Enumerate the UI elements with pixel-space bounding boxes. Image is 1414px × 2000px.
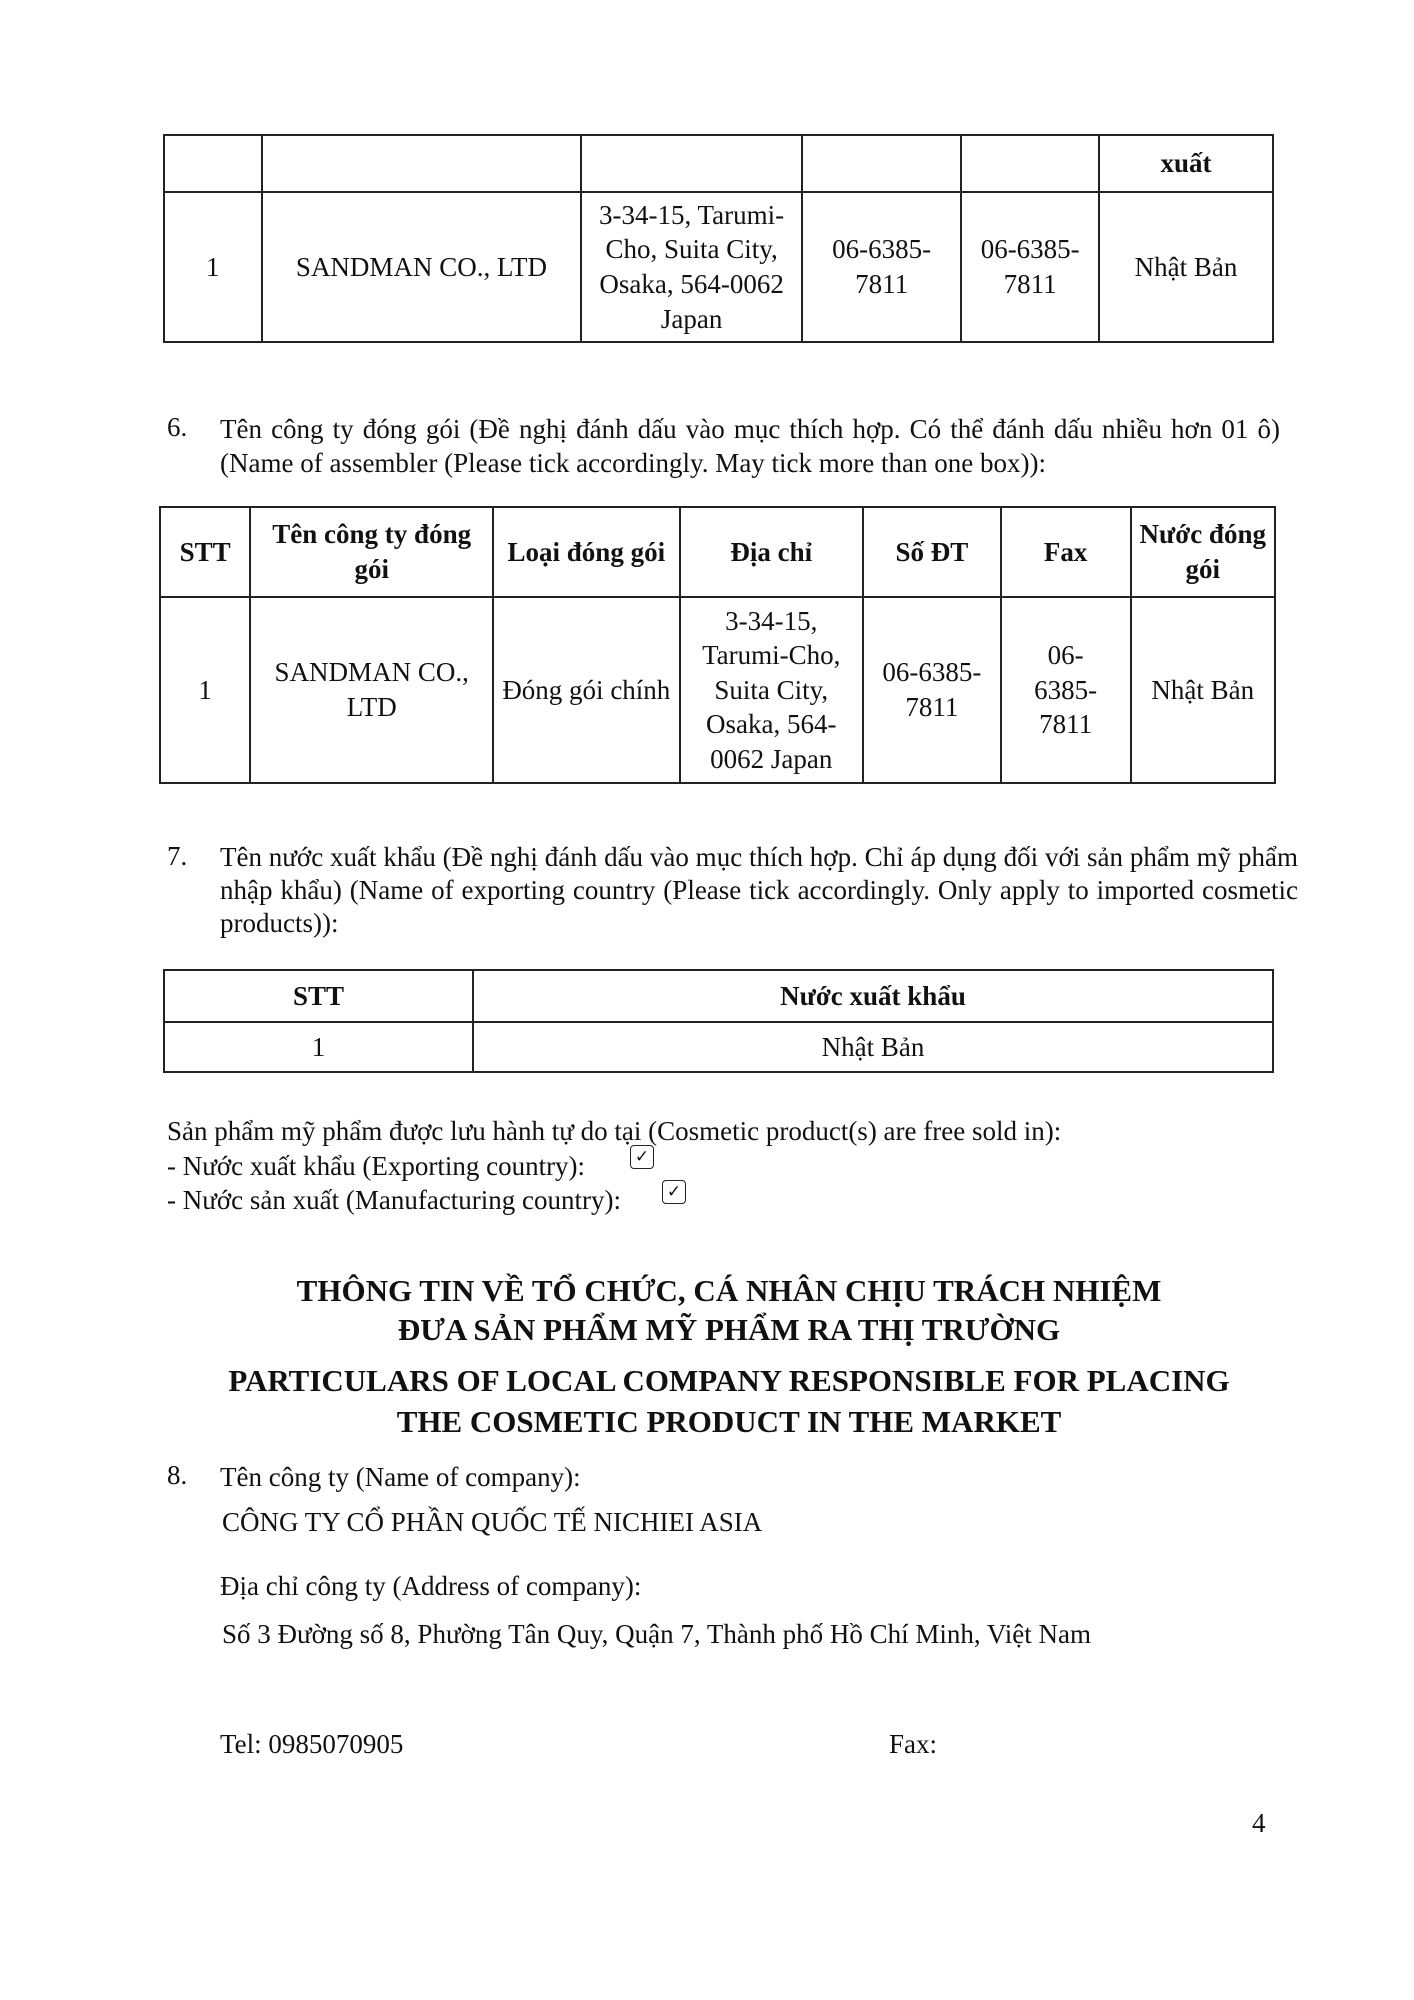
header-phone: Số ĐT (863, 507, 1001, 597)
cell-name: SANDMAN CO., LTD (250, 597, 493, 783)
cell-stt: 1 (160, 597, 250, 783)
cell-country: Nhật Bản (1099, 192, 1273, 342)
header-stt: STT (164, 970, 473, 1022)
exporting-country-table (163, 969, 1274, 1073)
manufacturing-country-checkbox[interactable]: ✓ (662, 1180, 686, 1204)
header-country: Nước đóng gói (1131, 507, 1275, 597)
assembler-table (159, 506, 1276, 784)
cell-name: SANDMAN CO., LTD (262, 192, 582, 342)
section-number: 6. (167, 412, 188, 442)
header-type: Loại đóng gói (493, 507, 679, 597)
heading-en-line2: THE COSMETIC PRODUCT IN THE MARKET (396, 1404, 1062, 1439)
cell-stt: 1 (164, 1022, 473, 1072)
section-7-text: Tên nước xuất khẩu (Đề nghị đánh dấu vào mục thích hợp. Chỉ áp dụng đối với sản phẩm mỹ phẩm nhập khẩu) (Name of exporting country (Please tick accordingly. Only apply to imported cosmetic products)): (220, 842, 1298, 938)
cell-address: 3-34-15, Tarumi-Cho, Suita City, Osaka, 564-0062 Japan (581, 192, 802, 342)
header-fax: Fax (1001, 507, 1131, 597)
cell-type: Đóng gói chính (493, 597, 679, 783)
section-number: 8. (167, 1460, 188, 1490)
company-fax: Fax: (889, 1729, 938, 1759)
free-sold-intro: Sản phẩm mỹ phẩm được lưu hành tự do tại (Cosmetic product(s) are free sold in): (167, 1116, 1062, 1146)
table-cell (802, 135, 961, 192)
table-row (160, 597, 1275, 783)
table-cell (164, 135, 262, 192)
header-stt: STT (160, 507, 250, 597)
page-number: 4 (1252, 1808, 1266, 1838)
table-cell (262, 135, 582, 192)
cell-country: Nhật Bản (1131, 597, 1275, 783)
table-cell (581, 135, 802, 192)
cell-phone: 06-6385-7811 (802, 192, 961, 342)
table-header-country: xuất (1099, 135, 1273, 192)
section-number: 7. (167, 841, 188, 871)
cell-fax: 06-6385-7811 (1001, 597, 1131, 783)
company-name-label: Tên công ty (Name of company): (220, 1462, 581, 1492)
company-name: CÔNG TY CỔ PHẦN QUỐC TẾ NICHIEI ASIA (222, 1507, 763, 1537)
cell-country: Nhật Bản (473, 1022, 1273, 1072)
table-cell (961, 135, 1099, 192)
cell-fax: 06-6385-7811 (961, 192, 1099, 342)
heading-vi-line1: THÔNG TIN VỀ TỔ CHỨC, CÁ NHÂN CHỊU TRÁCH NHIỆM (296, 1273, 1162, 1308)
exporting-country-checkbox[interactable]: ✓ (630, 1145, 654, 1169)
section-6-text: Tên công ty đóng gói (Đề nghị đánh dấu vào mục thích hợp. Có thể đánh dấu nhiều hơn 01 ô) (Name of assembler (Please tick accordingly. May tick more than one box)): (220, 414, 1280, 478)
table-row (164, 1022, 1273, 1072)
header-name: Tên công ty đóng gói (250, 507, 493, 597)
manufacturing-country-label: - Nước sản xuất (Manufacturing country): (167, 1185, 622, 1215)
company-address-label: Địa chỉ công ty (Address of company): (220, 1571, 642, 1601)
cell-address: 3-34-15, Tarumi-Cho, Suita City, Osaka, 564-0062 Japan (680, 597, 863, 783)
header-country: Nước xuất khẩu (473, 970, 1273, 1022)
cell-stt: 1 (164, 192, 262, 342)
header-address: Địa chỉ (680, 507, 863, 597)
heading-en-line1: PARTICULARS OF LOCAL COMPANY RESPONSIBLE FOR PLACING (228, 1363, 1230, 1398)
cell-phone: 06-6385-7811 (863, 597, 1001, 783)
exporting-country-label: - Nước xuất khẩu (Exporting country): (167, 1151, 586, 1181)
heading-vi-line2: ĐƯA SẢN PHẨM MỸ PHẨM RA THỊ TRƯỜNG (397, 1312, 1061, 1347)
table-row (164, 192, 1273, 342)
manufacturer-table (163, 134, 1274, 343)
company-tel: Tel: 0985070905 (220, 1729, 404, 1759)
company-address: Số 3 Đường số 8, Phường Tân Quy, Quận 7, Thành phố Hồ Chí Minh, Việt Nam (222, 1619, 1091, 1649)
